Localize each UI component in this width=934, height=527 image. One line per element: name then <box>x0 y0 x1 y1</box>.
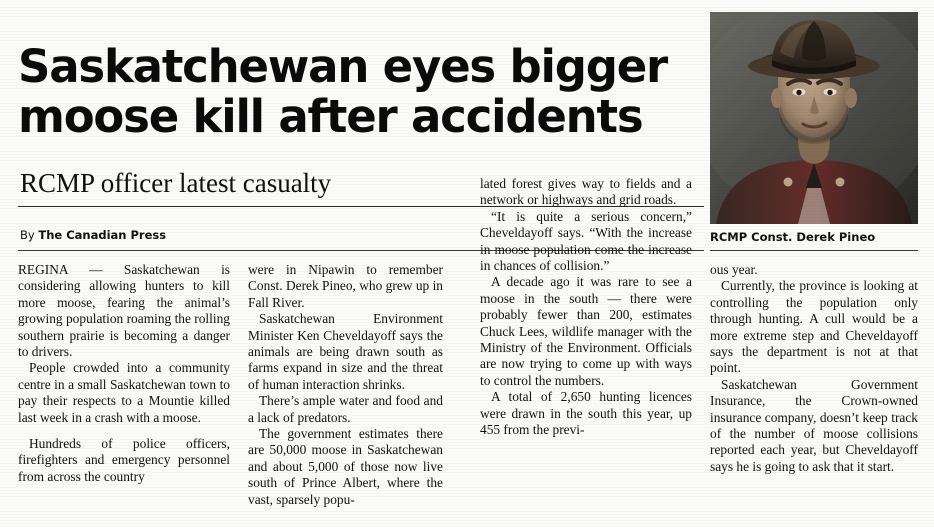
paragraph: There’s ample water and food and a lack of predators. <box>248 393 443 425</box>
body-column-3 <box>480 176 692 439</box>
paragraph: The government estimates there are 50,000 moose in Saskatchewan and about 5,000 of those now live south of Prince Albert, where the vast, sparsely popu- <box>248 426 443 507</box>
paragraph: Saskatchewan Environment Minister Ken Cheveldayoff says the animals are being drawn south as farms expand in size and the threat of human interaction shrinks. <box>248 311 443 392</box>
headline-line-2: moose kill after accidents <box>18 90 643 144</box>
caption-divider <box>710 250 918 251</box>
body-column-2 <box>248 262 443 508</box>
paragraph: People crowded into a community centre in a small Saskatchewan town to pay their respects to a Mountie killed last week in a crash with a moose. <box>18 360 230 425</box>
photo-figure <box>710 12 918 224</box>
paragraph: REGINA — Saskatchewan is considering allowing hunters to kill more moose, fearing the animal’s growing population roaming the rolling southern prairie is becoming a danger to drivers. <box>18 262 230 360</box>
paragraph: lated forest gives way to fields and a network or highways and grid roads. <box>480 176 692 208</box>
rcmp-officer-portrait <box>710 12 918 224</box>
body-column-1 <box>18 262 230 485</box>
paragraph: A decade ago it was rare to see a moose in the south — there were probably fewer than 200, estimates Chuck Lees, wildlife manager with the Ministry of the Environment. Officials are now trying to come up with ways to control the numbers. <box>480 274 692 388</box>
byline-source: The Canadian Press <box>38 228 167 242</box>
body-column-4 <box>710 262 918 475</box>
photo-caption: RCMP Const. Derek Pineo <box>710 230 876 244</box>
paragraph: were in Nipawin to remember Const. Derek Pineo, who grew up in Fall River. <box>248 262 443 310</box>
byline <box>20 228 230 242</box>
byline-prefix: By <box>20 228 35 242</box>
page-title <box>18 42 708 142</box>
paragraph: Hundreds of police officers, firefighters and emergency personnel from across the country <box>18 436 230 484</box>
article-subheadline: RCMP officer latest casualty <box>20 168 332 198</box>
paragraph: Currently, the province is looking at controlling the population only through hunting. A cull would be a more extreme step and Cheveldayoff says the department is not at that point. <box>710 278 918 376</box>
headline-line-1: Saskatchewan eyes bigger <box>18 40 668 94</box>
paragraph: Saskatchewan Government Insurance, the Crown-owned insurance company, doesn’t keep track of the number of moose collisions reported each year, but Cheveldayoff says he is going to ask that it start. <box>710 376 918 474</box>
paragraph: A total of 2,650 hunting licences were drawn in the south this year, up 455 from the previ- <box>480 389 692 438</box>
paragraph: ous year. <box>710 262 758 277</box>
paragraph: “It is quite a serious concern,” Cheveldayoff says. “With the increase in moose population come the increase in chances of collision.” <box>480 208 692 274</box>
